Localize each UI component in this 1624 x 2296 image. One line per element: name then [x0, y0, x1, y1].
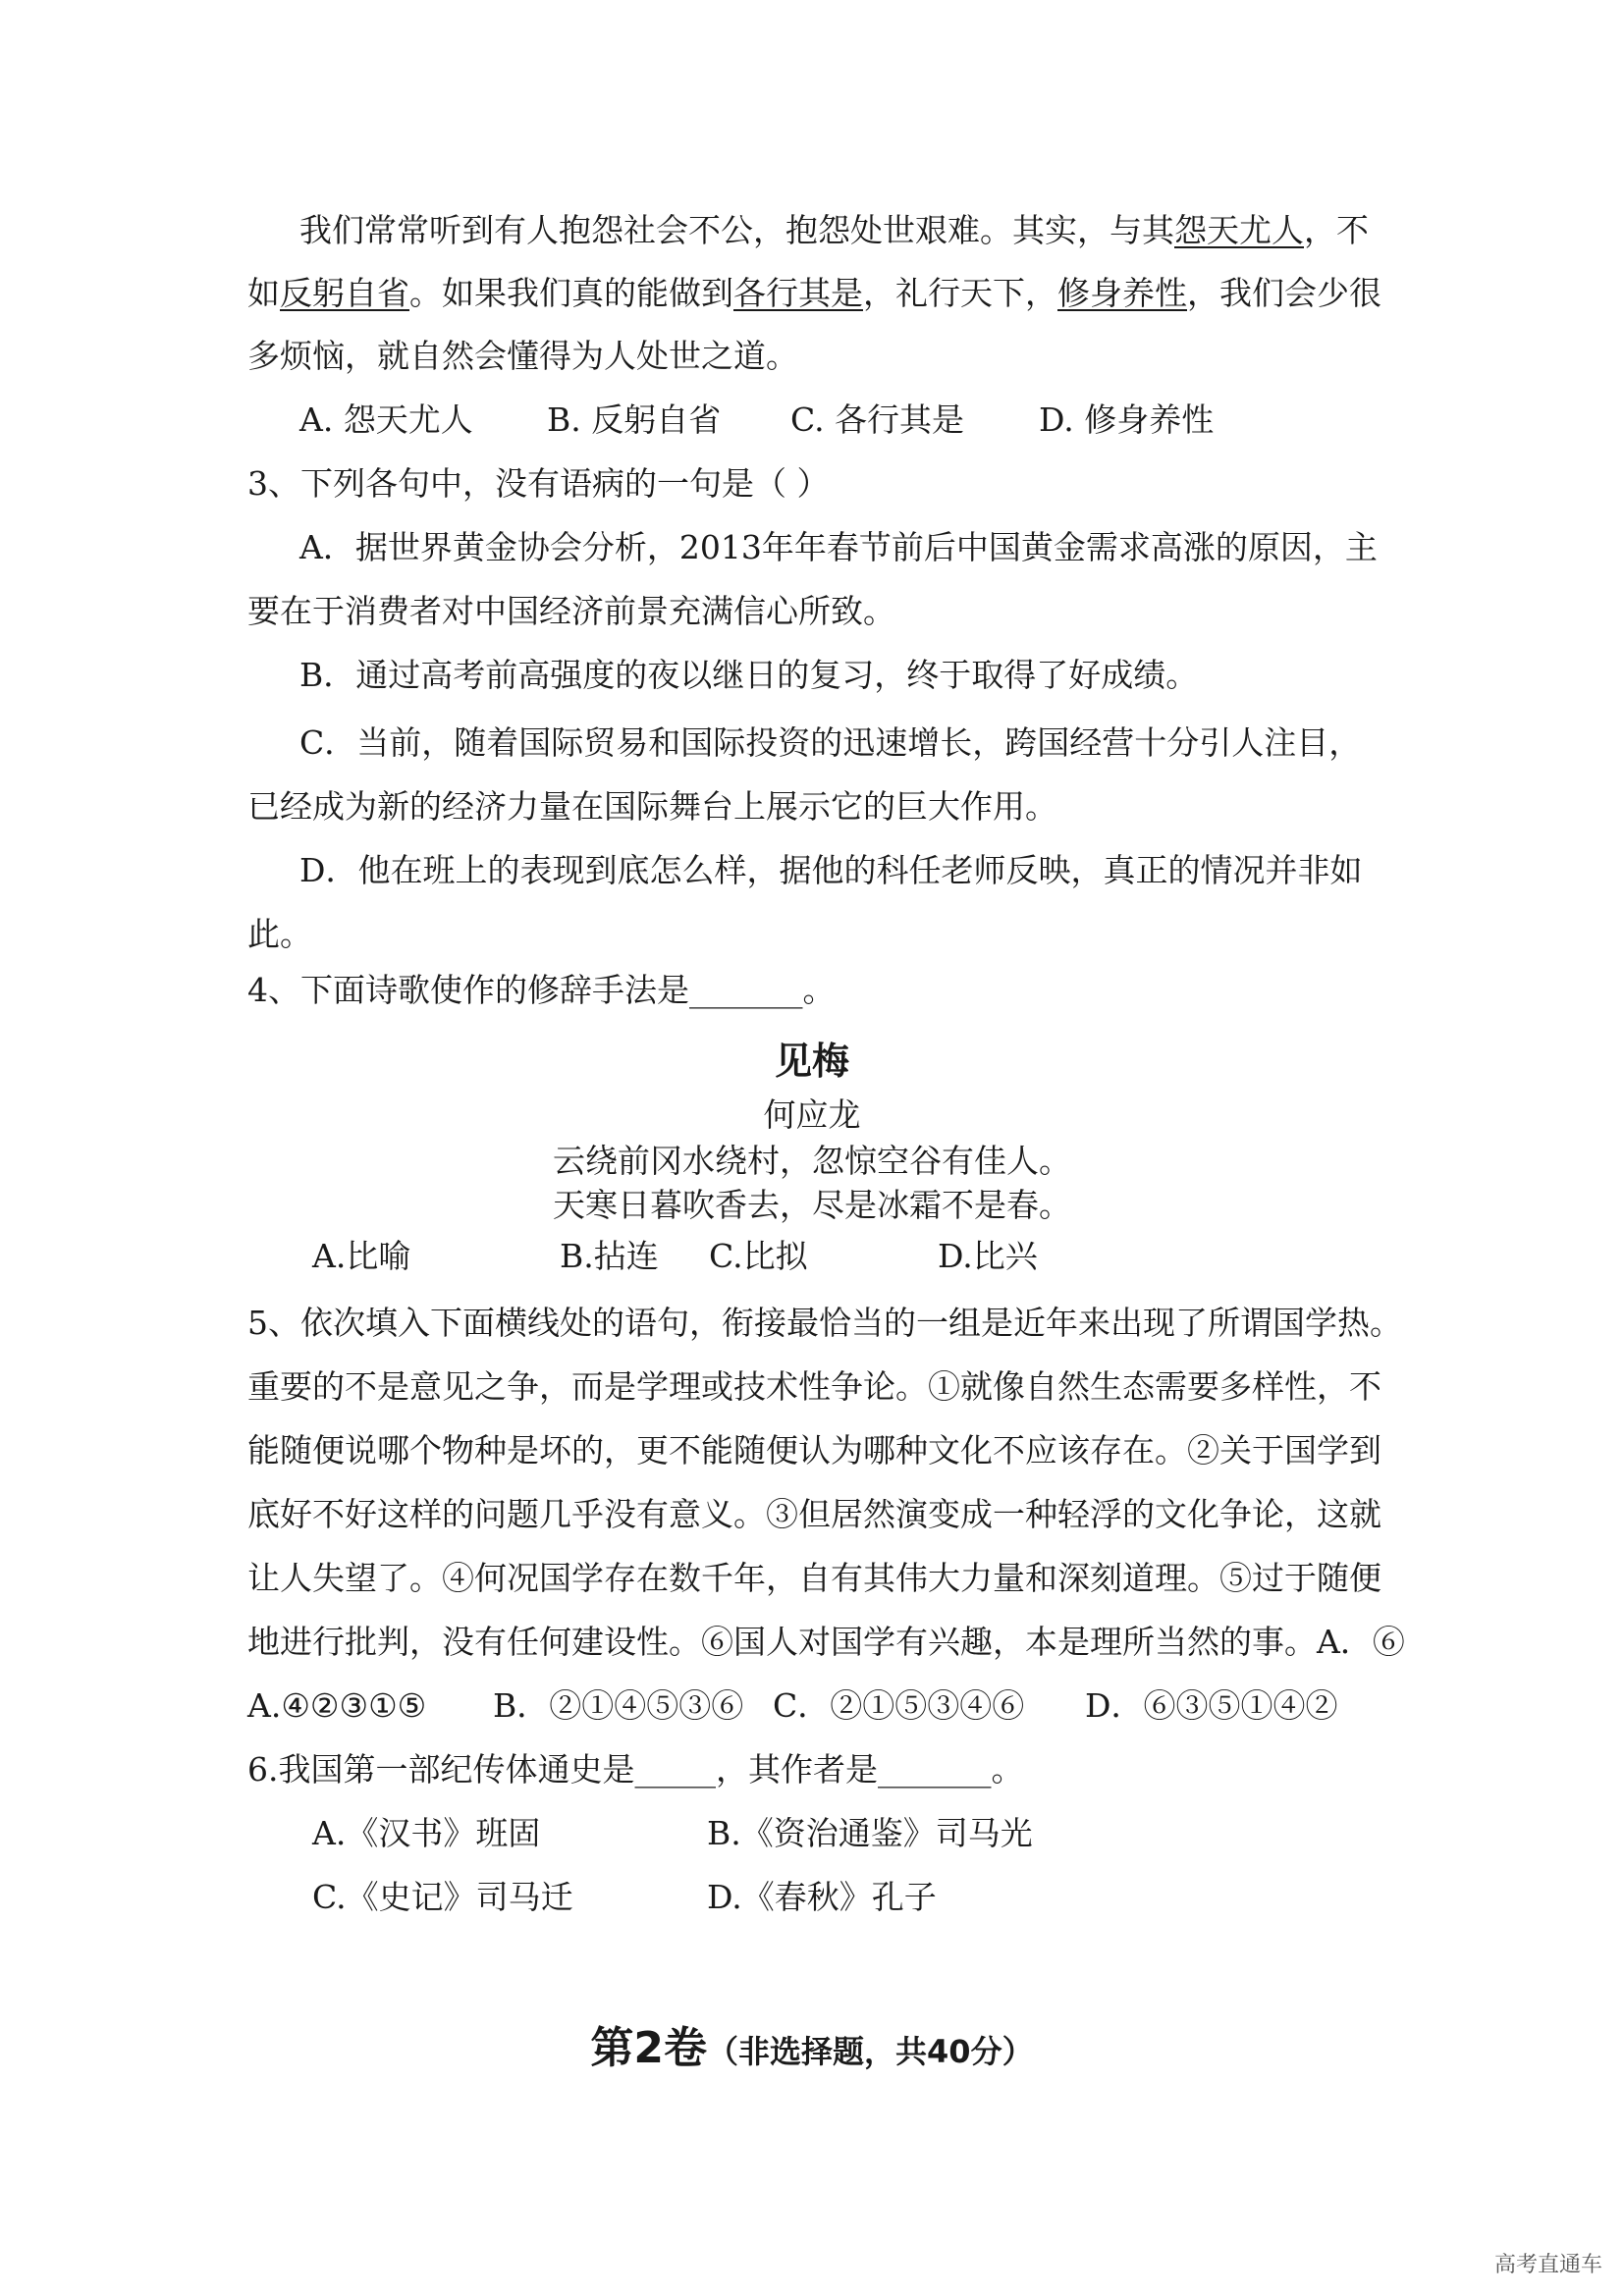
q3-option-c-line-1: C．当前，随着国际贸易和国际投资的迅速增长，跨国经营十分引人注目，: [299, 723, 1362, 762]
q2-text: ，礼行天下，: [863, 274, 1057, 312]
q5-option-d: D．⑥③⑤①④②: [1085, 1686, 1338, 1725]
q4-option-b: B.拈连: [560, 1237, 659, 1275]
q3-option-a-line-2: 要在于消费者对中国经济前景充满信心所致。: [247, 592, 895, 630]
q2-option-b: B. 反躬自省: [547, 400, 722, 439]
q6-option-d: D.《春秋》孔子: [707, 1878, 937, 1916]
q2-text: ，我们会少很: [1187, 274, 1381, 312]
q6-option-c: C.《史记》司马迁: [312, 1878, 573, 1916]
q2-passage-line-1: [299, 208, 1369, 253]
q4-option-a: A.比喻: [312, 1237, 411, 1275]
q3-stem: 3、下列各句中，没有语病的一句是（ ）: [247, 464, 830, 503]
q5-line-5: 让人失望了。④何况国学存在数千年，自有其伟大力量和深刻道理。⑤过于随便: [247, 1559, 1381, 1597]
poem-title: 见梅: [774, 1040, 849, 1083]
q5-option-a: A.④②③①⑤: [247, 1686, 427, 1725]
q3-option-d-line-2: 此。: [247, 915, 312, 953]
q2-text: 我们常常听到有人抱怨社会不公，抱怨处世艰难。其实，与其: [299, 211, 1174, 249]
q2-text: ，不: [1304, 211, 1369, 249]
q2-option-c: C. 各行其是: [790, 400, 965, 439]
section-heading: [0, 2012, 1624, 2075]
poem-line-2: 天寒日暮吹香去，尽是冰霜不是春。: [553, 1186, 1071, 1224]
q3-option-a-line-1: A．据世界黄金协会分析，2013年年春节前后中国黄金需求高涨的原因，主: [299, 528, 1378, 566]
poem-line-1: 云绕前冈水绕村，忽惊空谷有佳人。: [553, 1142, 1071, 1180]
q2-option-a: A. 怨天尤人: [299, 400, 473, 439]
q2-option-d: D. 修身养性: [1039, 400, 1215, 439]
q5-option-c: C．②①⑤③④⑥: [773, 1686, 1025, 1725]
q2-passage-line-3: 多烦恼，就自然会懂得为人处世之道。: [247, 337, 798, 375]
q6-option-a: A.《汉书》班固: [312, 1814, 541, 1852]
q2-text: 。如果我们真的能做到: [409, 274, 733, 312]
section-note: （非选择题，共40分）: [707, 2033, 1034, 2070]
poem-author: 何应龙: [763, 1095, 861, 1134]
q5-line-4: 底好不好这样的问题几乎没有意义。③但居然演变成一种轻浮的文化争论，这就: [247, 1495, 1381, 1533]
underlined-word: 修身养性: [1057, 274, 1187, 312]
q4-stem: 4、下面诗歌使作的修辞手法是_______。: [247, 971, 836, 1009]
q5-line-2: 重要的不是意见之争，而是学理或技术性争论。①就像自然生态需要多样性，不: [247, 1367, 1381, 1406]
q3-option-b: B．通过高考前高强度的夜以继日的复习，终于取得了好成绩。: [299, 656, 1199, 694]
q6-stem: 6.我国第一部纪传体通史是_____，其作者是_______。: [247, 1750, 1024, 1789]
q5-line-6: 地进行批判，没有任何建设性。⑥国人对国学有兴趣，本是理所当然的事。A．⑥: [247, 1623, 1405, 1661]
underlined-word: 各行其是: [733, 274, 863, 312]
q4-option-c: C.比拟: [709, 1237, 808, 1275]
q5-option-b: B．②①④⑤③⑥: [493, 1686, 744, 1725]
watermark: 高考直通车: [1493, 2253, 1602, 2277]
q3-option-d-line-1: D．他在班上的表现到底怎么样，据他的科任老师反映，真正的情况并非如: [299, 851, 1363, 889]
q5-line-1: 5、依次填入下面横线处的语句，衔接最恰当的一组是近年来出现了所谓国学热。: [247, 1304, 1402, 1342]
q2-passage-line-2: [247, 271, 1381, 316]
q4-option-d: D.比兴: [938, 1237, 1038, 1275]
underlined-word: 怨天尤人: [1174, 211, 1304, 249]
q3-option-c-line-2: 已经成为新的经济力量在国际舞台上展示它的巨大作用。: [247, 787, 1057, 826]
q5-line-3: 能随便说哪个物种是坏的，更不能随便认为哪种文化不应该存在。②关于国学到: [247, 1431, 1381, 1469]
q2-text: 如: [247, 274, 280, 312]
underlined-word: 反躬自省: [280, 274, 409, 312]
section-title: 第2卷: [590, 2023, 708, 2073]
q6-option-b: B.《资治通鉴》司马光: [707, 1814, 1033, 1852]
